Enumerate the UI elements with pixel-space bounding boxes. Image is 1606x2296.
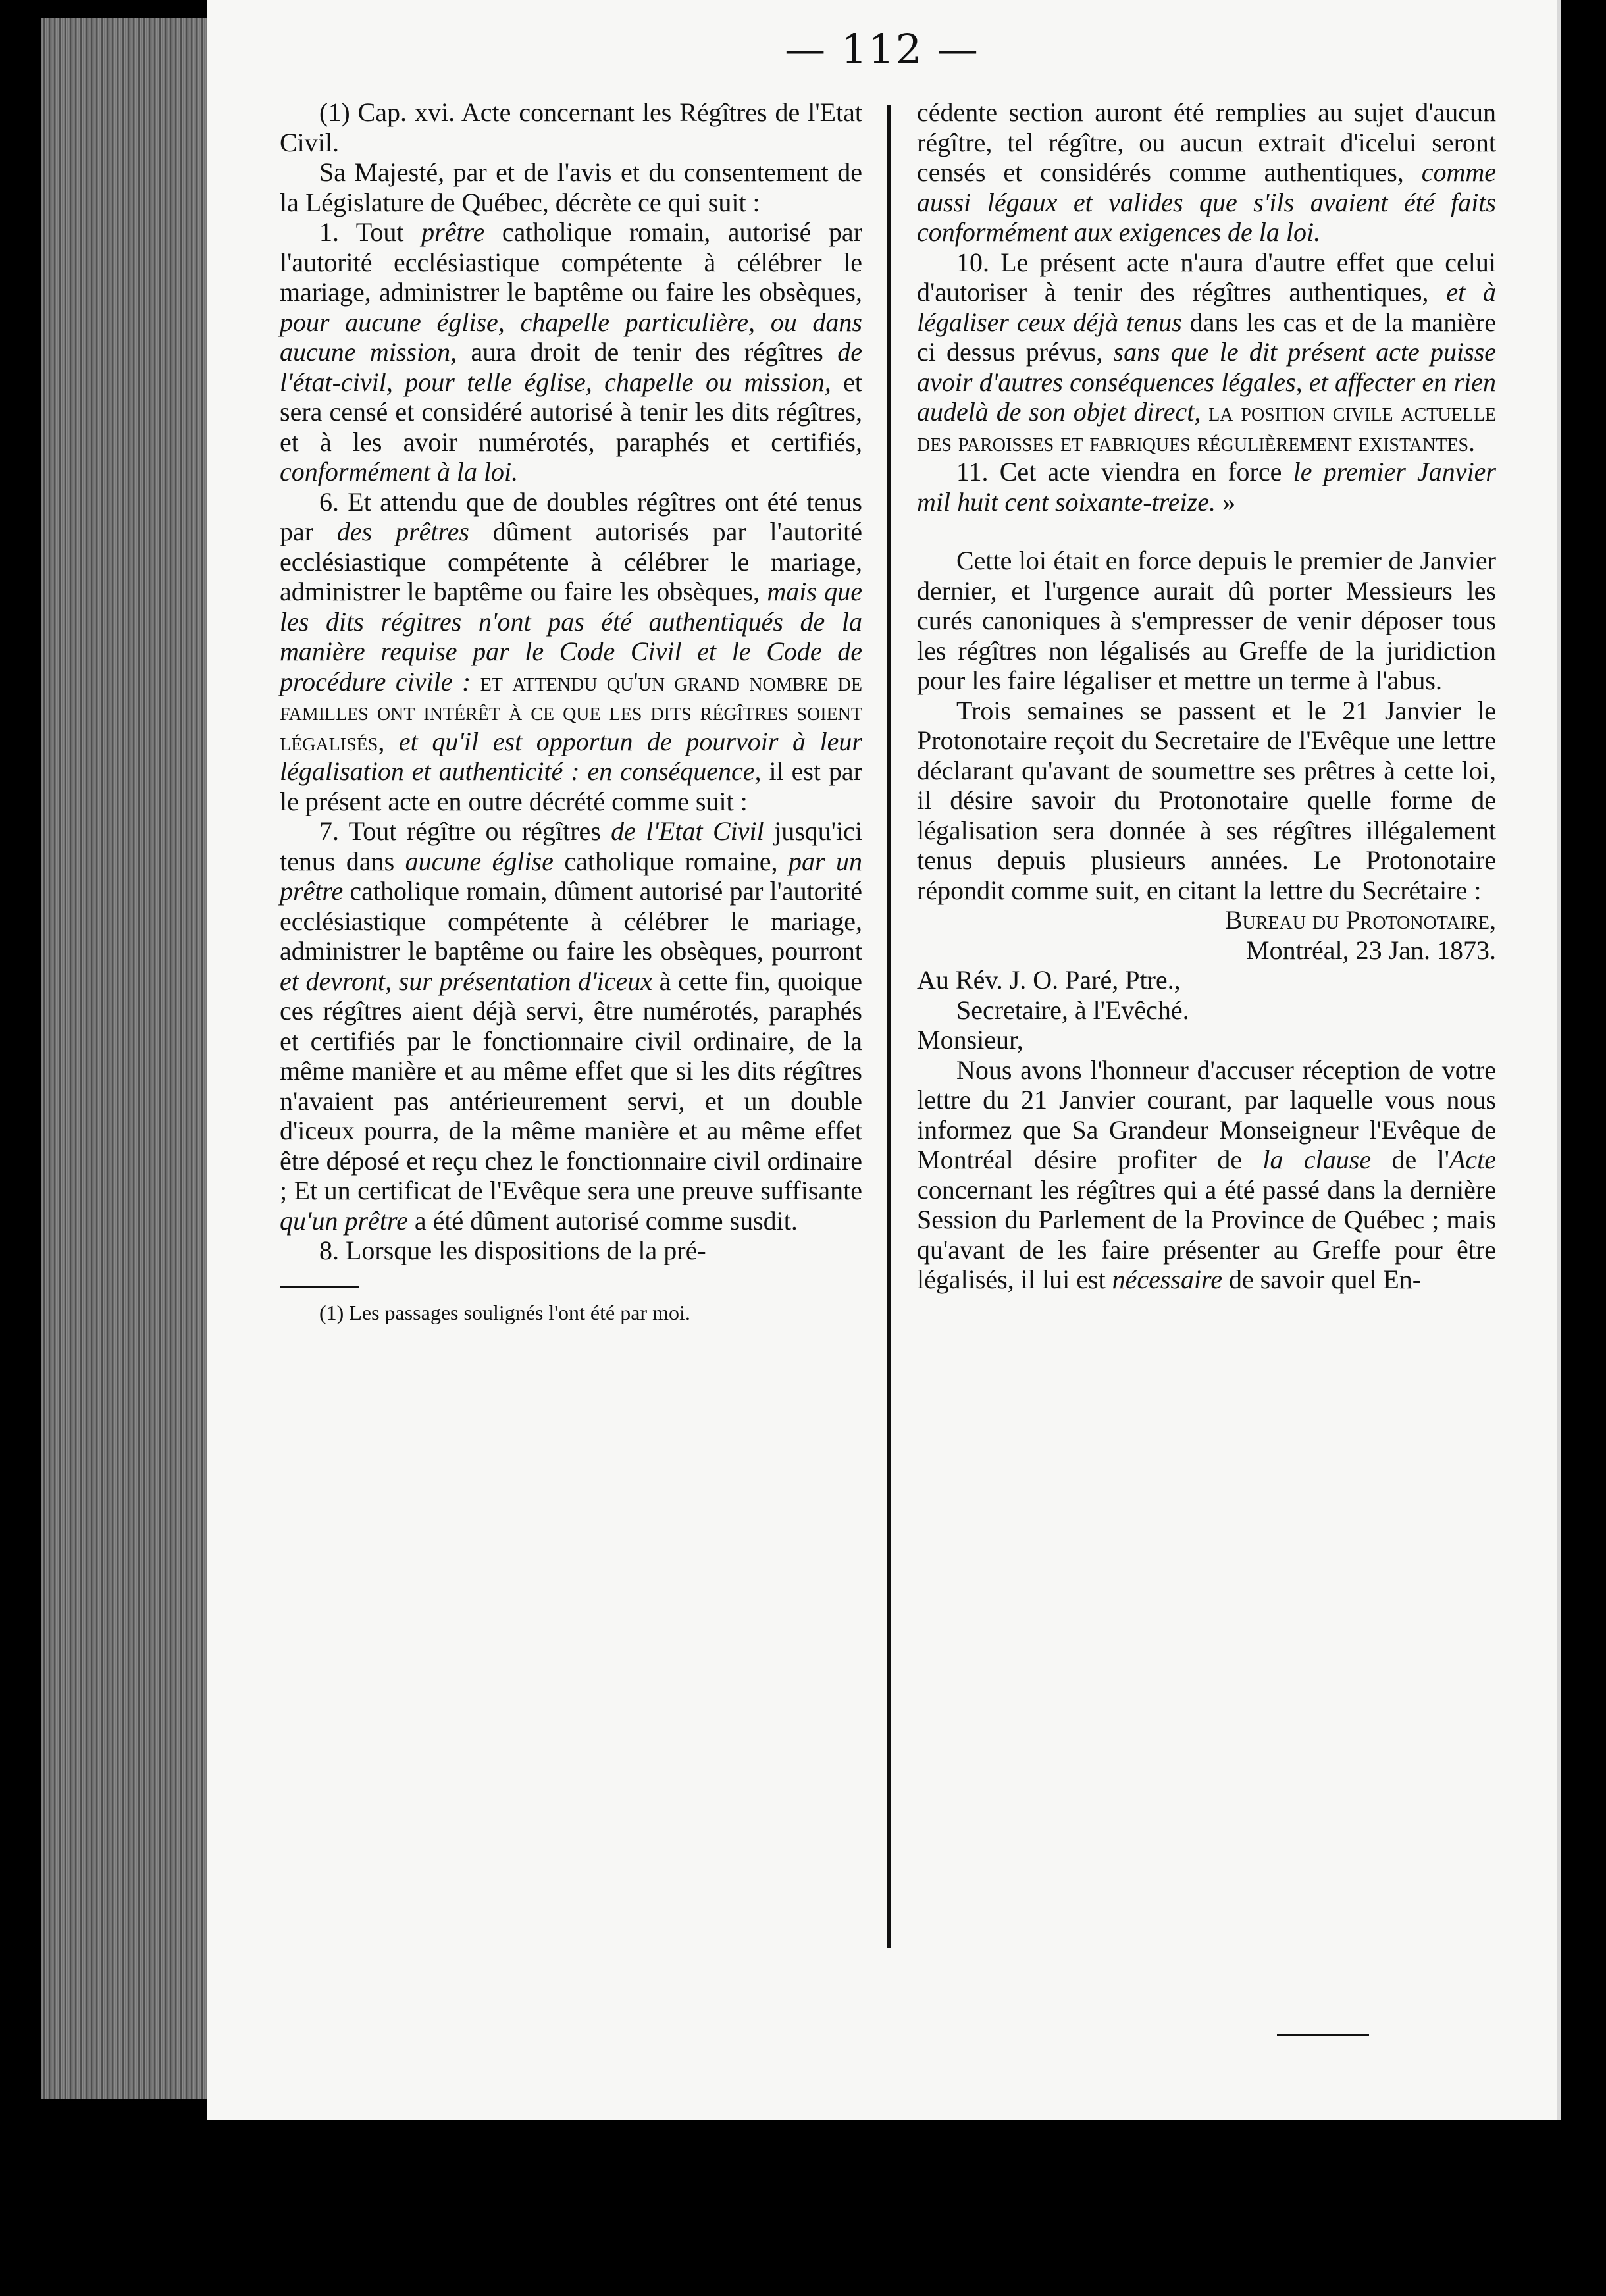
article-6-italic: et qu'il est opportun de pourvoir à leur légalisation et authenticité : en conséquence, <box>280 726 862 786</box>
letter-text: Nous avons l'honneur d'accuser réception de votre lettre du 21 Janvier courant, par laquelle vous nous informez que Sa Grandeur Monseigneur l'Evêque de Montréal désire profiter de <box>917 1055 1496 1174</box>
left-column <box>280 97 862 1326</box>
article-7-italic: et devront, sur présentation d'iceux <box>280 966 653 996</box>
act-preamble: Sa Majesté, par et de l'avis et du consentement de la Législature de Québec, décrète ce qui suit : <box>280 157 862 217</box>
book-page-edges <box>41 18 221 2099</box>
article-1-italic: pour aucune église, chapelle particulière, ou dans aucune mission, <box>280 307 862 367</box>
commentary-paragraph: Cette loi était en force depuis le premier de Janvier dernier, et l'urgence aurait dû porter Messieurs les curés canoniques à s'empresser de venir déposer tous les régîtres non légalisés au Greffe de la juridiction pour les faire légaliser et mettre un terme à l'abus. <box>917 546 1496 695</box>
article-10 <box>917 248 1496 457</box>
article-1-text: aura droit de tenir des régîtres <box>457 337 838 367</box>
book-page <box>207 0 1561 2120</box>
letter-text: de savoir quel En- <box>1222 1265 1422 1294</box>
margin-mark <box>1277 2034 1369 2036</box>
article-6-smallcaps: et attendu qu'un grand nombre de familles ont intérêt à ce que les dits régîtres soient légalisés, <box>280 666 862 756</box>
article-1-text: 1. Tout <box>319 217 422 247</box>
article-10-smallcaps: la position civile actuelle des paroisses et fabriques régulièrement existantes. <box>917 397 1496 457</box>
article-1-text: et sera censé et considéré autorisé à tenir les dits régîtres, et à les avoir numérotés, paraphés et certifiés, <box>280 367 862 457</box>
article-8-italic: comme aussi légaux et valides que s'ils avaient été faits conformément aux exigences de la loi. <box>917 157 1496 247</box>
footnote-rule <box>280 1286 359 1288</box>
narrative-paragraph: Trois semaines se passent et le 21 Janvier le Protonotaire reçoit du Secretaire de l'Evêque une lettre déclarant qu'avant de soumettre ses prêtres à cette loi, il désire savoir du Protonotaire quelle forme de légalisation sera donnée à ses régîtres illégalement tenus depuis plusieurs années. Le Protonotaire répondit comme suit, en citant la lettre du Secrétaire : <box>917 695 1496 905</box>
article-1-text: catholique romain, autorisé par l'autorité ecclésiastique compétente à célébrer le mariage, administrer le baptême ou faire les obsèques, <box>280 217 862 307</box>
article-6 <box>280 487 862 817</box>
act-heading: (1) Cap. xvi. Acte concernant les Régîtres de l'Etat Civil. <box>280 97 862 157</box>
article-7-text: 7. Tout régître ou régîtres <box>319 816 611 846</box>
article-8-continued <box>917 97 1496 248</box>
article-6-text: dûment autorisés par l'autorité ecclésiastique compétente à célébrer le mariage, administrer le baptême ou faire les obsèques, <box>280 517 863 606</box>
article-11-text: » <box>1215 486 1235 517</box>
article-8-text: cédente section auront été remplies au sujet d'aucun régître, tel régître, ou aucun extrait d'icelui seront censés et considérés comme authentiques, <box>917 97 1496 187</box>
letter-date: Montréal, 23 Jan. 1873. <box>1246 935 1496 965</box>
article-6-italic: mais que les dits régitres n'ont pas été authentiqués de la manière requise par le Code Civil et le Code de procédure civile : <box>280 577 862 696</box>
article-7 <box>280 816 862 1236</box>
letter-addressee-title: Secretaire, à l'Evêché. <box>956 995 1189 1025</box>
paragraph-gap <box>917 517 1496 546</box>
article-11-italic: le premier Janvier mil huit cent soixante-treize. <box>917 457 1496 517</box>
article-10-italic: sans que le dit présent acte puisse avoir d'autres conséquences légales, et affecter en rien audelà de son objet direct, <box>917 337 1497 427</box>
right-column <box>917 97 1496 1295</box>
letter-text: concernant les régîtres qui a été passé dans la dernière Session du Parlement de la Province de Québec ; mais qu'avant de les faire présenter au Greffe pour être légalisés, il lui est <box>917 1174 1496 1294</box>
footnote: (1) Les passages soulignés l'ont été par moi. <box>319 1300 690 1324</box>
letter-body <box>917 1055 1496 1295</box>
article-11 <box>917 457 1496 517</box>
article-11-text: 11. Cet acte viendra en force <box>956 457 1293 486</box>
letter-italic: la clause <box>1262 1145 1372 1174</box>
article-7-text: jusqu'ici tenus dans <box>280 816 862 876</box>
letter-addressee: Au Rév. J. O. Paré, Ptre., <box>917 965 1181 995</box>
article-1-italic: de l'état-civil, pour telle église, chapelle ou mission, <box>280 337 862 397</box>
article-6-italic: des prêtres <box>336 517 469 546</box>
article-1-italic: prêtre <box>421 217 485 247</box>
article-6-text: 6. Et attendu que de doubles régîtres ont été tenus par <box>280 486 862 546</box>
article-7-text: a été dûment autorisé comme susdit. <box>407 1205 798 1236</box>
article-7-text: à cette fin, quoique ces régîtres aient déjà servi, être numérotés, paraphés et certifiés par le fonctionnaire civil ordinaire, de la même manière et au même effet que si les dits régîtres n'avaient pas antérieurement servi, et un double d'iceux pourra, de la même manière et au même effet être déposé et reçu chez le fonctionnaire civil ordinaire ; Et un certificat de l'Evêque sera une preuve suffisante <box>280 966 862 1205</box>
article-7-text: catholique romain, dûment autorisé par l'autorité ecclésiastique compétente à célébrer le mariage, administrer le baptême ou faire les obsèques, pourront <box>280 876 862 966</box>
article-1 <box>280 217 862 487</box>
article-7-italic: de l'Etat Civil <box>611 816 764 846</box>
article-6-text: il est par le présent acte en outre décrété comme suit : <box>280 756 863 816</box>
letter-italic: Acte <box>1449 1145 1497 1174</box>
article-10-italic: et à légaliser ceux déjà tenus <box>917 277 1496 337</box>
letter-salutation: Monsieur, <box>917 1025 1023 1055</box>
article-8-start: 8. Lorsque les dispositions de la pré- <box>319 1236 706 1265</box>
article-10-text: 10. Le présent acte n'aura d'autre effet que celui d'autoriser à tenir des régîtres authentiques, <box>917 247 1496 307</box>
page-number: — 112 — <box>785 25 979 73</box>
letter-italic: nécessaire <box>1112 1265 1222 1294</box>
article-7-italic: aucune église <box>405 846 554 876</box>
article-7-italic: par un prêtre <box>280 846 862 906</box>
letter-office: Bureau du Protonotaire, <box>1224 905 1496 935</box>
article-7-italic: qu'un prêtre <box>280 1205 408 1236</box>
article-1-italic: conformément à la loi. <box>280 457 519 486</box>
letter-text: de l' <box>1371 1145 1449 1174</box>
column-divider <box>887 105 891 1948</box>
article-7-text: catholique romaine, <box>553 846 789 876</box>
article-10-text: dans les cas et de la manière ci dessus prévus, <box>917 307 1497 367</box>
